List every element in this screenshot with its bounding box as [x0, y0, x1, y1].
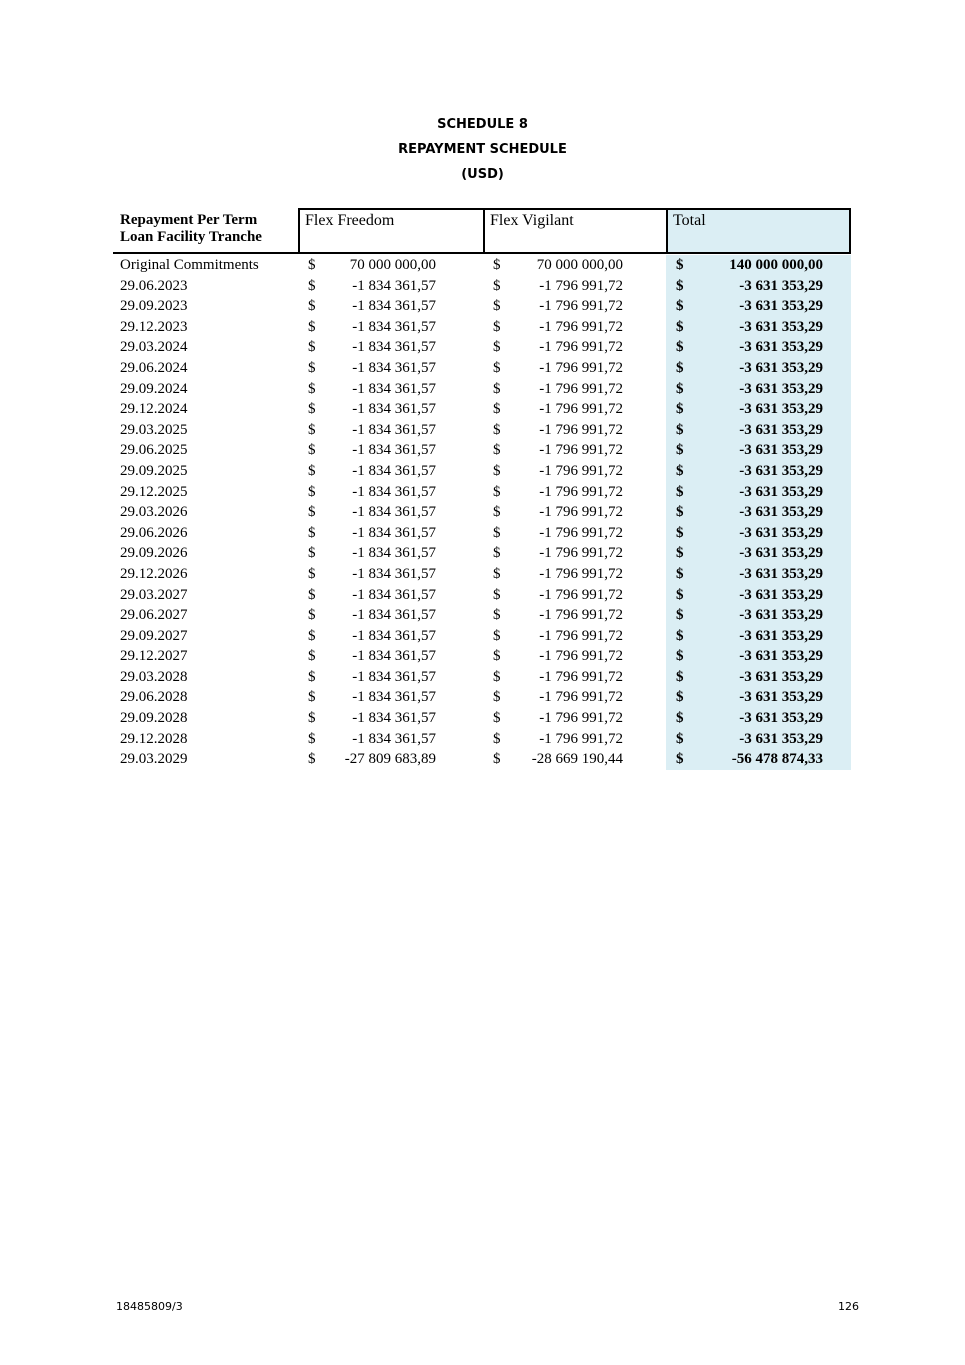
- flex-freedom-currency: $: [308, 710, 316, 727]
- flex-vigilant-currency: $: [493, 710, 501, 727]
- flex-freedom-amount: -1 834 361,57: [352, 298, 436, 315]
- flex-freedom-amount: -1 834 361,57: [352, 586, 436, 603]
- flex-vigilant-amount: -1 796 991,72: [539, 689, 623, 706]
- flex-vigilant-amount: -1 796 991,72: [539, 504, 623, 521]
- flex-vigilant-currency: $: [493, 668, 501, 685]
- row-label: 29.03.2027: [120, 586, 188, 603]
- flex-vigilant-amount: -1 796 991,72: [539, 607, 623, 624]
- total-amount: -3 631 353,29: [739, 607, 823, 624]
- flex-vigilant-amount: -1 796 991,72: [539, 318, 623, 335]
- flex-freedom-amount: -1 834 361,57: [352, 339, 436, 356]
- table-row: [113, 564, 851, 585]
- table-row: [113, 502, 851, 523]
- total-currency: $: [676, 318, 684, 335]
- flex-freedom-amount: -1 834 361,57: [352, 730, 436, 747]
- flex-freedom-amount: -1 834 361,57: [352, 442, 436, 459]
- flex-vigilant-amount: -1 796 991,72: [539, 668, 623, 685]
- flex-vigilant-currency: $: [493, 545, 501, 562]
- row-label: 29.09.2026: [120, 545, 188, 562]
- header-flex-vigilant: Flex Vigilant: [483, 208, 666, 252]
- total-currency: $: [676, 298, 684, 315]
- flex-freedom-currency: $: [308, 565, 316, 582]
- flex-vigilant-amount: -1 796 991,72: [539, 359, 623, 376]
- total-amount: -3 631 353,29: [739, 627, 823, 644]
- row-label: 29.06.2028: [120, 689, 188, 706]
- flex-freedom-amount: -1 834 361,57: [352, 421, 436, 438]
- row-label: 29.06.2024: [120, 359, 188, 376]
- total-amount: -3 631 353,29: [739, 648, 823, 665]
- total-currency: $: [676, 689, 684, 706]
- flex-vigilant-currency: $: [493, 401, 501, 418]
- total-amount: 140 000 000,00: [729, 257, 823, 273]
- row-label: 29.06.2026: [120, 524, 188, 541]
- flex-vigilant-amount: -1 796 991,72: [539, 339, 623, 356]
- row-label: 29.12.2026: [120, 565, 188, 582]
- flex-vigilant-amount: 70 000 000,00: [536, 257, 623, 273]
- flex-vigilant-currency: $: [493, 339, 501, 356]
- row-label: 29.09.2023: [120, 298, 188, 315]
- flex-freedom-currency: $: [308, 648, 316, 665]
- document-reference: 18485809/3: [116, 1300, 183, 1313]
- total-currency: $: [676, 380, 684, 397]
- row-label: Original Commitments: [120, 257, 259, 273]
- total-currency: $: [676, 421, 684, 438]
- flex-vigilant-currency: $: [493, 689, 501, 706]
- table-row: [113, 687, 851, 708]
- flex-freedom-amount: -1 834 361,57: [352, 545, 436, 562]
- repayment-table-body: [113, 255, 851, 770]
- total-currency: $: [676, 483, 684, 500]
- table-row: [113, 296, 851, 317]
- total-amount: -3 631 353,29: [739, 421, 823, 438]
- flex-vigilant-currency: $: [493, 607, 501, 624]
- total-currency: $: [676, 586, 684, 603]
- total-currency: $: [676, 339, 684, 356]
- flex-vigilant-amount: -1 796 991,72: [539, 442, 623, 459]
- flex-vigilant-amount: -1 796 991,72: [539, 710, 623, 727]
- flex-vigilant-currency: $: [493, 524, 501, 541]
- flex-freedom-currency: $: [308, 524, 316, 541]
- row-label: 29.12.2028: [120, 730, 188, 747]
- table-row: [113, 646, 851, 667]
- row-label: 29.03.2025: [120, 421, 188, 438]
- flex-freedom-currency: $: [308, 339, 316, 356]
- flex-freedom-currency: $: [308, 668, 316, 685]
- flex-freedom-currency: $: [308, 751, 316, 768]
- flex-freedom-amount: -1 834 361,57: [352, 483, 436, 500]
- total-currency: $: [676, 277, 684, 294]
- header-flex-freedom: Flex Freedom: [298, 208, 483, 252]
- flex-vigilant-currency: $: [493, 298, 501, 315]
- row-label: 29.09.2028: [120, 710, 188, 727]
- flex-vigilant-currency: $: [493, 751, 501, 768]
- flex-freedom-currency: $: [308, 483, 316, 500]
- flex-vigilant-amount: -1 796 991,72: [539, 483, 623, 500]
- total-amount: -3 631 353,29: [739, 689, 823, 706]
- flex-vigilant-currency: $: [493, 730, 501, 747]
- flex-vigilant-currency: $: [493, 648, 501, 665]
- table-row: [113, 482, 851, 503]
- table-row: [113, 585, 851, 606]
- total-currency: $: [676, 504, 684, 521]
- total-currency: $: [676, 257, 684, 273]
- table-row: [113, 626, 851, 647]
- flex-vigilant-amount: -1 796 991,72: [539, 565, 623, 582]
- total-amount: -3 631 353,29: [739, 504, 823, 521]
- table-row: [113, 729, 851, 750]
- total-amount: -3 631 353,29: [739, 277, 823, 294]
- table-header: [113, 208, 851, 254]
- flex-freedom-amount: -1 834 361,57: [352, 689, 436, 706]
- page-number: 126: [838, 1300, 859, 1313]
- row-label: 29.03.2028: [120, 668, 188, 685]
- schedule-currency: (USD): [461, 167, 504, 182]
- total-currency: $: [676, 648, 684, 665]
- table-row: [113, 543, 851, 564]
- total-currency: $: [676, 751, 684, 768]
- total-amount: -3 631 353,29: [739, 730, 823, 747]
- flex-vigilant-currency: $: [493, 586, 501, 603]
- flex-vigilant-amount: -1 796 991,72: [539, 545, 623, 562]
- flex-freedom-amount: -1 834 361,57: [352, 710, 436, 727]
- row-label: 29.03.2026: [120, 504, 188, 521]
- flex-vigilant-currency: $: [493, 442, 501, 459]
- flex-freedom-currency: $: [308, 586, 316, 603]
- flex-freedom-currency: $: [308, 730, 316, 747]
- flex-vigilant-amount: -1 796 991,72: [539, 421, 623, 438]
- total-currency: $: [676, 668, 684, 685]
- row-label: 29.12.2027: [120, 648, 188, 665]
- flex-vigilant-currency: $: [493, 565, 501, 582]
- header-total: Total: [666, 208, 851, 252]
- flex-freedom-amount: -1 834 361,57: [352, 401, 436, 418]
- flex-vigilant-currency: $: [493, 277, 501, 294]
- total-amount: -3 631 353,29: [739, 380, 823, 397]
- flex-vigilant-currency: $: [493, 359, 501, 376]
- flex-freedom-currency: $: [308, 298, 316, 315]
- total-amount: -3 631 353,29: [739, 401, 823, 418]
- flex-vigilant-currency: $: [493, 504, 501, 521]
- total-currency: $: [676, 524, 684, 541]
- total-currency: $: [676, 401, 684, 418]
- total-amount: -3 631 353,29: [739, 483, 823, 500]
- schedule-subtitle: REPAYMENT SCHEDULE: [398, 142, 567, 157]
- table-row: [113, 523, 851, 544]
- table-row: [113, 276, 851, 297]
- total-currency: $: [676, 627, 684, 644]
- flex-freedom-currency: $: [308, 257, 316, 273]
- flex-freedom-amount: -1 834 361,57: [352, 648, 436, 665]
- total-amount: -3 631 353,29: [739, 586, 823, 603]
- flex-freedom-currency: $: [308, 627, 316, 644]
- flex-vigilant-currency: $: [493, 421, 501, 438]
- row-label: 29.03.2024: [120, 339, 188, 356]
- flex-freedom-amount: -1 834 361,57: [352, 607, 436, 624]
- row-label: 29.06.2025: [120, 442, 188, 459]
- total-amount: -3 631 353,29: [739, 668, 823, 685]
- row-label: 29.09.2027: [120, 627, 188, 644]
- table-row: [113, 605, 851, 626]
- flex-freedom-currency: $: [308, 442, 316, 459]
- flex-freedom-amount: -1 834 361,57: [352, 565, 436, 582]
- total-currency: $: [676, 710, 684, 727]
- table-row: [113, 358, 851, 379]
- flex-vigilant-currency: $: [493, 380, 501, 397]
- total-currency: $: [676, 359, 684, 376]
- row-label: 29.06.2023: [120, 277, 188, 294]
- row-label: 29.12.2023: [120, 318, 188, 335]
- row-label: 29.09.2024: [120, 380, 188, 397]
- flex-freedom-amount: -1 834 361,57: [352, 668, 436, 685]
- table-row: [113, 317, 851, 338]
- total-amount: -3 631 353,29: [739, 359, 823, 376]
- schedule-title-block: [0, 116, 965, 191]
- flex-freedom-amount: 70 000 000,00: [349, 257, 436, 273]
- table-row: [113, 461, 851, 482]
- flex-vigilant-amount: -1 796 991,72: [539, 401, 623, 418]
- row-label: 29.09.2025: [120, 462, 188, 479]
- flex-freedom-currency: $: [308, 607, 316, 624]
- table-row: [113, 399, 851, 420]
- total-currency: $: [676, 545, 684, 562]
- total-currency: $: [676, 565, 684, 582]
- header-label: Repayment Per Term Loan Facility Tranche: [120, 212, 262, 245]
- row-label: 29.03.2029: [120, 751, 188, 768]
- total-amount: -3 631 353,29: [739, 462, 823, 479]
- flex-freedom-currency: $: [308, 504, 316, 521]
- flex-vigilant-currency: $: [493, 627, 501, 644]
- total-currency: $: [676, 730, 684, 747]
- table-row: [113, 420, 851, 441]
- flex-vigilant-amount: -1 796 991,72: [539, 648, 623, 665]
- flex-freedom-currency: $: [308, 545, 316, 562]
- flex-vigilant-amount: -1 796 991,72: [539, 627, 623, 644]
- table-row: [113, 255, 851, 276]
- flex-vigilant-currency: $: [493, 462, 501, 479]
- flex-freedom-amount: -1 834 361,57: [352, 524, 436, 541]
- flex-freedom-currency: $: [308, 689, 316, 706]
- flex-freedom-currency: $: [308, 401, 316, 418]
- total-amount: -3 631 353,29: [739, 298, 823, 315]
- flex-freedom-currency: $: [308, 318, 316, 335]
- flex-vigilant-amount: -1 796 991,72: [539, 730, 623, 747]
- row-label: 29.12.2024: [120, 401, 188, 418]
- flex-vigilant-amount: -1 796 991,72: [539, 277, 623, 294]
- flex-vigilant-currency: $: [493, 318, 501, 335]
- flex-vigilant-amount: -28 669 190,44: [531, 751, 623, 768]
- total-amount: -3 631 353,29: [739, 318, 823, 335]
- flex-freedom-currency: $: [308, 380, 316, 397]
- flex-vigilant-currency: $: [493, 483, 501, 500]
- flex-freedom-currency: $: [308, 277, 316, 294]
- flex-freedom-amount: -1 834 361,57: [352, 504, 436, 521]
- row-label: 29.12.2025: [120, 483, 188, 500]
- total-amount: -3 631 353,29: [739, 442, 823, 459]
- flex-freedom-amount: -1 834 361,57: [352, 462, 436, 479]
- flex-freedom-amount: -1 834 361,57: [352, 318, 436, 335]
- total-amount: -3 631 353,29: [739, 545, 823, 562]
- flex-freedom-amount: -1 834 361,57: [352, 277, 436, 294]
- flex-freedom-currency: $: [308, 359, 316, 376]
- flex-freedom-amount: -27 809 683,89: [344, 751, 436, 768]
- table-row: [113, 440, 851, 461]
- flex-vigilant-amount: -1 796 991,72: [539, 524, 623, 541]
- total-currency: $: [676, 462, 684, 479]
- total-currency: $: [676, 442, 684, 459]
- flex-freedom-currency: $: [308, 421, 316, 438]
- total-amount: -3 631 353,29: [739, 524, 823, 541]
- flex-vigilant-amount: -1 796 991,72: [539, 462, 623, 479]
- flex-freedom-currency: $: [308, 462, 316, 479]
- flex-vigilant-amount: -1 796 991,72: [539, 586, 623, 603]
- flex-vigilant-amount: -1 796 991,72: [539, 298, 623, 315]
- flex-freedom-amount: -1 834 361,57: [352, 359, 436, 376]
- schedule-title: SCHEDULE 8: [437, 117, 528, 132]
- flex-vigilant-currency: $: [493, 257, 501, 273]
- flex-freedom-amount: -1 834 361,57: [352, 380, 436, 397]
- row-label: 29.06.2027: [120, 607, 188, 624]
- table-row: [113, 379, 851, 400]
- table-row: [113, 667, 851, 688]
- flex-vigilant-amount: -1 796 991,72: [539, 380, 623, 397]
- total-amount: -56 478 874,33: [731, 751, 823, 768]
- table-row: [113, 708, 851, 729]
- flex-freedom-amount: -1 834 361,57: [352, 627, 436, 644]
- total-amount: -3 631 353,29: [739, 565, 823, 582]
- total-amount: -3 631 353,29: [739, 339, 823, 356]
- table-row: [113, 337, 851, 358]
- total-amount: -3 631 353,29: [739, 710, 823, 727]
- table-row: [113, 749, 851, 770]
- total-currency: $: [676, 607, 684, 624]
- header-divider: [113, 252, 851, 254]
